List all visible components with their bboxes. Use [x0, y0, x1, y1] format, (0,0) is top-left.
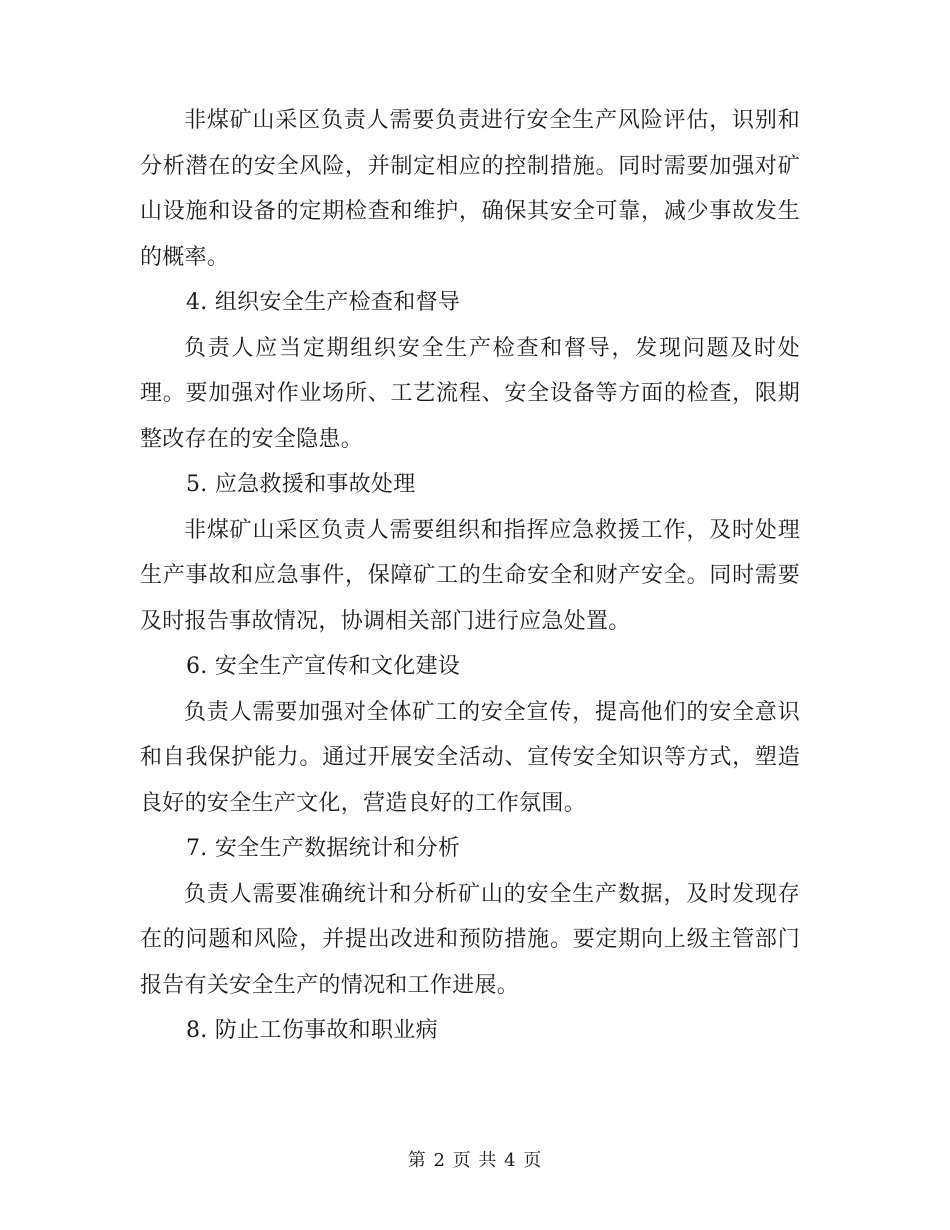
paragraph-statistics: 负责人需要准确统计和分析矿山的安全生产数据，及时发现存在的问题和风险，并提出改进和预防措施。要定期向上级主管部门报告有关安全生产的情况和工作进展。	[140, 881, 800, 998]
document-page	[140, 98, 800, 1054]
paragraph-emergency: 非煤矿山采区负责人需要组织和指挥应急救援工作，及时处理生产事故和应急事件，保障矿工的生命安全和财产安全。同时需要及时报告事故情况，协调相关部门进行应急处置。	[140, 517, 800, 634]
heading-inspection: 4. 组织安全生产检查和督导	[186, 290, 461, 315]
page-footer: 第 2 页 共 4 页	[407, 1150, 543, 1171]
heading-statistics: 7. 安全生产数据统计和分析	[186, 836, 461, 861]
heading-emergency: 5. 应急救援和事故处理	[186, 472, 416, 497]
paragraph-inspection: 负责人应当定期组织安全生产检查和督导，发现问题及时处理。要加强对作业场所、工艺流程、安全设备等方面的检查，限期整改存在的安全隐患。	[140, 335, 800, 452]
heading-culture: 6. 安全生产宣传和文化建设	[186, 654, 461, 679]
heading-injury-prevention: 8. 防止工伤事故和职业病	[186, 1018, 438, 1043]
paragraph-risk-assessment: 非煤矿山采区负责人需要负责进行安全生产风险评估，识别和分析潜在的安全风险，并制定相应的控制措施。同时需要加强对矿山设施和设备的定期检查和维护，确保其安全可靠，减少事故发生的概率。	[140, 108, 800, 270]
paragraph-culture: 负责人需要加强对全体矿工的安全宣传，提高他们的安全意识和自我保护能力。通过开展安全活动、宣传安全知识等方式，塑造良好的安全生产文化，营造良好的工作氛围。	[140, 699, 800, 816]
